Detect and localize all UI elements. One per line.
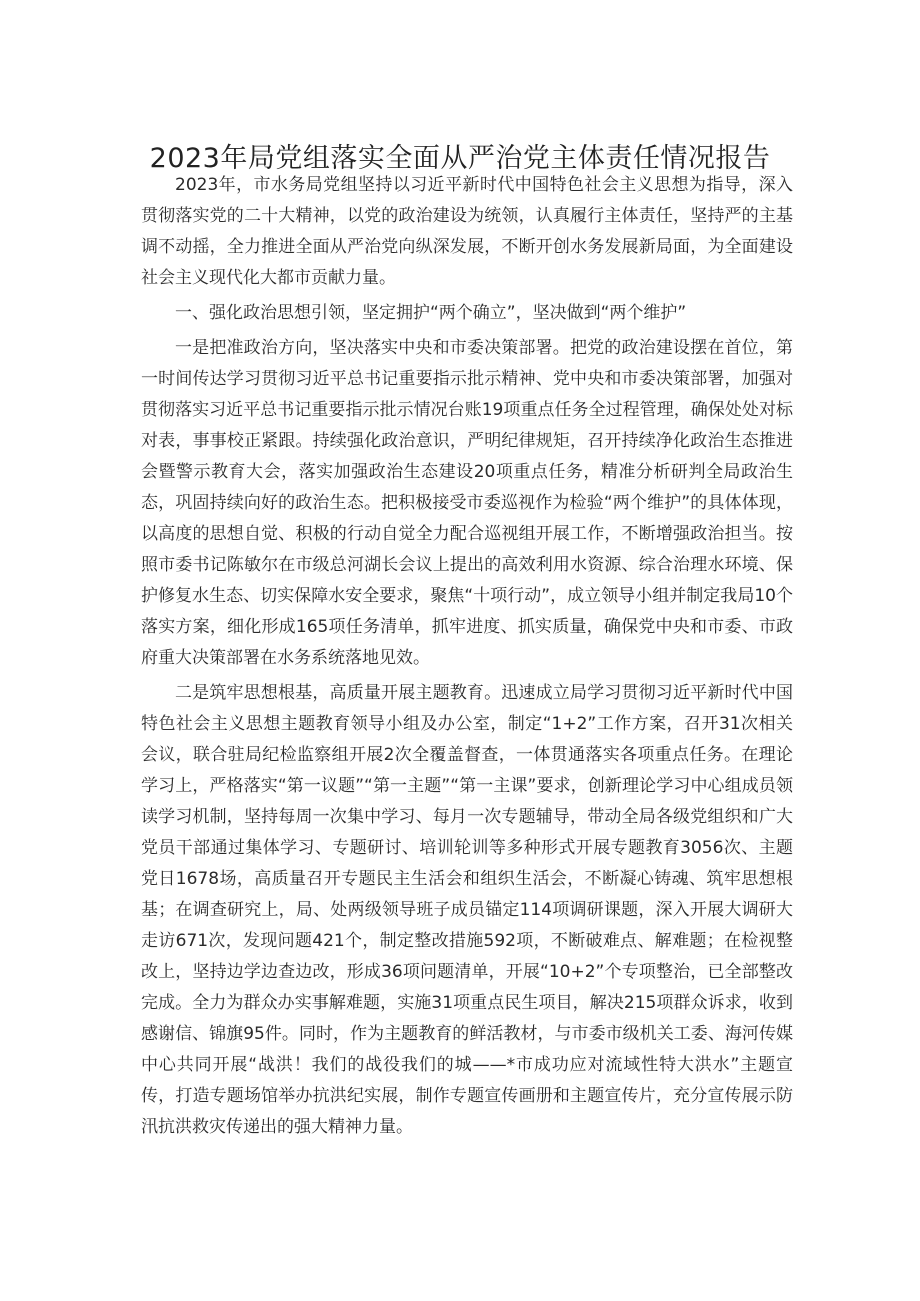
section-heading-1: 一、强化政治思想引领，坚定拥护“两个确立”，坚决做到“两个维护” (175, 303, 687, 323)
paragraph-theme-education: 二是筑牢思想根基，高质量开展主题教育。迅速成立局学习贯彻习近平新时代中国特色社会主义思想主题教育领导小组及办公室，制定“1+2”工作方案，召开31次相关会议，联合驻局纪检监察组开展2次全覆盖督查，一体贯通落实各项重点任务。在理论学习上，严格落实“第一议题”“第一主题”“第一主课”要求，创新理论学习中心组成员领读学习机制，坚持每周一次集中学习、每月一次专题辅导，带动全局各级党组织和广大党员干部通过集体学习、专题研讨、培训轮训等多种形式开展专题教育3056次、主题党日1678场，高质量召开专题民主生活会和组织生活会，不断凝心铸魂、筑牢思想根基；在调查研究上，局、处两级领导班子成员锚定114项调研课题，深入开展大调研大走访671次，发现问题421个，制定整改措施592项，不断破难点、解难题；在检视整改上，坚持边学边查边改，形成36项问题清单，开展“10+2”个专项整治，已全部整改完成。全力为群众办实事解难题，实施31项重点民生项目，解决215项群众诉求，收到感谢信、锦旗95件。同时，作为主题教育的鲜活教材，与市委市级机关工委、海河传媒中心共同开展“战洪！我们的战役我们的城——*市成功应对流域性特大洪水”主题宣传，打造专题场馆举办抗洪纪实展，制作专题宣传画册和主题宣传片，充分宣传展示防汛抗洪救灾传递出的强大精神力量。 (141, 683, 793, 1137)
document-body (141, 170, 793, 1143)
paragraph-intro: 2023年，市水务局党组坚持以习近平新时代中国特色社会主义思想为指导，深入贯彻落实党的二十大精神，以党的政治建设为统领，认真履行主体责任，坚持严的主基调不动摇，全力推进全面从严治党向纵深发展，不断开创水务发展新局面，为全面建设社会主义现代化大都市贡献力量。 (141, 175, 793, 288)
paragraph-political-direction: 一是把准政治方向，坚决落实中央和市委决策部署。把党的政治建设摆在首位，第一时间传达学习贯彻习近平总书记重要指示批示精神、党中央和市委决策部署，加强对贯彻落实习近平总书记重要指示批示情况台账19项重点任务全过程管理，确保处处对标对表，事事校正紧跟。持续强化政治意识，严明纪律规矩，召开持续净化政治生态推进会暨警示教育大会，落实加强政治生态建设20项重点任务，精准分析研判全局政治生态，巩固持续向好的政治生态。把积极接受市委巡视作为检验“两个维护”的具体体现，以高度的思想自觉、积极的行动自觉全力配合巡视组开展工作，不断增强政治担当。按照市委书记陈敏尔在市级总河湖长会议上提出的高效利用水资源、综合治理水环境、保护修复水生态、切实保障水安全要求，聚焦“十项行动”，成立领导小组并制定我局10个落实方案，细化形成165项任务清单，抓牢进度、抓实质量，确保党中央和市委、市政府重大决策部署在水务系统落地见效。 (141, 338, 793, 668)
document-title: 2023年局党组落实全面从严治党主体责任情况报告 (149, 143, 771, 174)
